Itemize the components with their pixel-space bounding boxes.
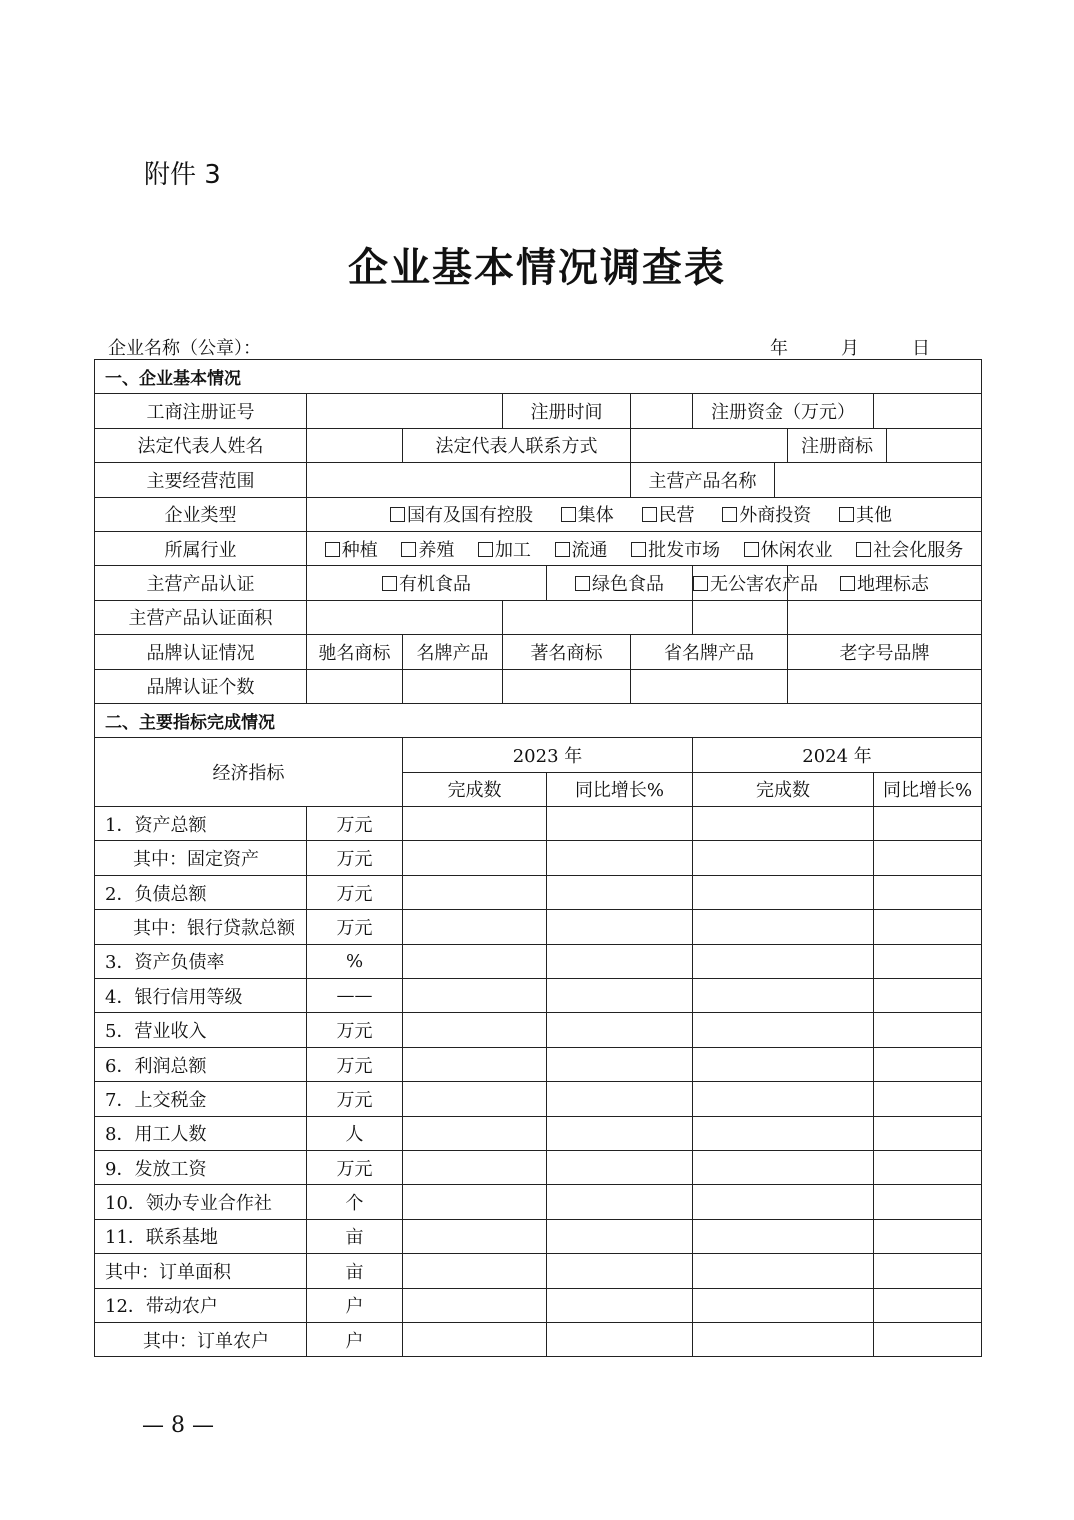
checkbox-icon bbox=[382, 576, 397, 591]
value-field[interactable] bbox=[547, 1047, 693, 1081]
indicator-label: 2．负债总额 bbox=[95, 875, 307, 909]
value-field[interactable] bbox=[403, 1047, 547, 1081]
table-row bbox=[95, 875, 982, 909]
indicator-unit: 户 bbox=[307, 1322, 403, 1356]
indicator-unit: —— bbox=[307, 979, 403, 1013]
value-field[interactable] bbox=[403, 1185, 547, 1219]
business-scope-field[interactable] bbox=[307, 463, 631, 497]
industry-option[interactable]: 流通 bbox=[555, 536, 608, 562]
checkbox-icon bbox=[555, 542, 570, 557]
value-field[interactable] bbox=[547, 807, 693, 841]
industry-label: 所属行业 bbox=[95, 531, 307, 565]
indicator-label: 12．带动农户 bbox=[95, 1288, 307, 1322]
table-row bbox=[95, 944, 982, 978]
indicator-unit: 万元 bbox=[307, 910, 403, 944]
indicator-unit: 户 bbox=[307, 1288, 403, 1322]
indicator-unit: 人 bbox=[307, 1116, 403, 1150]
cert-option[interactable]: 地理标志 bbox=[788, 566, 982, 600]
value-field[interactable] bbox=[403, 1322, 547, 1356]
industry-option[interactable]: 休闲农业 bbox=[744, 536, 833, 562]
product-name-label: 主营产品名称 bbox=[631, 463, 775, 497]
table-row bbox=[95, 1185, 982, 1219]
done-header: 完成数 bbox=[693, 772, 874, 806]
industry-option[interactable]: 社会化服务 bbox=[856, 536, 963, 562]
indicator-unit: 万元 bbox=[307, 841, 403, 875]
value-field[interactable] bbox=[874, 944, 982, 978]
cert-option[interactable]: 无公害农产品 bbox=[693, 566, 788, 600]
section2-title: 二、主要指标完成情况 bbox=[95, 703, 982, 737]
checkbox-icon bbox=[839, 507, 854, 522]
cert-area-field[interactable] bbox=[503, 600, 693, 634]
legal-contact-label: 法定代表人联系方式 bbox=[403, 428, 631, 462]
indicator-unit: 万元 bbox=[307, 1013, 403, 1047]
legal-name-label: 法定代表人姓名 bbox=[95, 428, 307, 462]
value-field[interactable] bbox=[547, 1116, 693, 1150]
trademark-field[interactable] bbox=[887, 428, 982, 462]
value-field[interactable] bbox=[693, 910, 874, 944]
indicator-label: 8．用工人数 bbox=[95, 1116, 307, 1150]
brand-count-field[interactable] bbox=[403, 669, 503, 703]
brand-name: 省名牌产品 bbox=[631, 635, 788, 669]
value-field[interactable] bbox=[547, 1013, 693, 1047]
indicator-unit: % bbox=[307, 944, 403, 978]
checkbox-icon bbox=[478, 542, 493, 557]
value-field[interactable] bbox=[693, 1047, 874, 1081]
table-row bbox=[95, 1047, 982, 1081]
reg-time-field[interactable] bbox=[631, 394, 693, 428]
company-name-label: 企业名称（公章）： bbox=[108, 338, 261, 359]
value-field[interactable] bbox=[693, 1013, 874, 1047]
value-field[interactable] bbox=[547, 979, 693, 1013]
value-field[interactable] bbox=[403, 1219, 547, 1253]
value-field[interactable] bbox=[874, 1047, 982, 1081]
brand-name: 名牌产品 bbox=[403, 635, 503, 669]
value-field[interactable] bbox=[403, 1082, 547, 1116]
value-field[interactable] bbox=[874, 875, 982, 909]
value-field[interactable] bbox=[403, 1013, 547, 1047]
indicator-unit: 万元 bbox=[307, 807, 403, 841]
indicator-unit: 亩 bbox=[307, 1219, 403, 1253]
indicator-unit: 万元 bbox=[307, 1082, 403, 1116]
page-number: — 8 — bbox=[142, 1413, 214, 1438]
brand-cert-label: 品牌认证情况 bbox=[95, 635, 307, 669]
business-scope-label: 主要经营范围 bbox=[95, 463, 307, 497]
indicator-label: 4．银行信用等级 bbox=[95, 979, 307, 1013]
value-field[interactable] bbox=[693, 1254, 874, 1288]
table-row bbox=[95, 910, 982, 944]
indicator-label: 其中：银行贷款总额 bbox=[95, 910, 307, 944]
indicator-label: 7．上交税金 bbox=[95, 1082, 307, 1116]
indicator-label: 1．资产总额 bbox=[95, 807, 307, 841]
value-field[interactable] bbox=[403, 841, 547, 875]
brand-name: 老字号品牌 bbox=[788, 635, 982, 669]
value-field[interactable] bbox=[874, 1185, 982, 1219]
page-title: 企业基本情况调查表 bbox=[348, 245, 726, 291]
value-field[interactable] bbox=[547, 1150, 693, 1184]
value-field[interactable] bbox=[547, 1219, 693, 1253]
value-field[interactable] bbox=[547, 1082, 693, 1116]
brand-count-label: 品牌认证个数 bbox=[95, 669, 307, 703]
value-field[interactable] bbox=[403, 1254, 547, 1288]
value-field[interactable] bbox=[693, 944, 874, 978]
table-row bbox=[95, 1013, 982, 1047]
value-field[interactable] bbox=[874, 979, 982, 1013]
company-type-option[interactable]: 国有及国有控股 bbox=[390, 505, 533, 526]
table-row bbox=[95, 807, 982, 841]
value-field[interactable] bbox=[403, 1288, 547, 1322]
value-field[interactable] bbox=[693, 1082, 874, 1116]
checkbox-icon bbox=[722, 507, 737, 522]
cert-option[interactable]: 有机食品 bbox=[307, 566, 547, 600]
indicator-unit: 万元 bbox=[307, 1047, 403, 1081]
cert-area-field[interactable] bbox=[307, 600, 503, 634]
table-row bbox=[95, 841, 982, 875]
table-row bbox=[95, 1116, 982, 1150]
value-field[interactable] bbox=[874, 1322, 982, 1356]
product-name-field[interactable] bbox=[775, 463, 982, 497]
company-type-options bbox=[307, 497, 982, 531]
value-field[interactable] bbox=[403, 979, 547, 1013]
year-2023-header: 2023 年 bbox=[403, 738, 693, 772]
value-field[interactable] bbox=[874, 1116, 982, 1150]
cert-label: 主营产品认证 bbox=[95, 566, 307, 600]
date-line bbox=[770, 334, 930, 360]
value-field[interactable] bbox=[547, 875, 693, 909]
value-field[interactable] bbox=[874, 1288, 982, 1322]
checkbox-icon bbox=[693, 576, 708, 591]
table-row bbox=[95, 1082, 982, 1116]
checkbox-icon bbox=[840, 576, 855, 591]
value-field[interactable] bbox=[403, 1116, 547, 1150]
value-field[interactable] bbox=[874, 910, 982, 944]
indicator-label: 9．发放工资 bbox=[95, 1150, 307, 1184]
legal-name-field[interactable] bbox=[307, 428, 403, 462]
value-field[interactable] bbox=[403, 807, 547, 841]
brand-count-field[interactable] bbox=[503, 669, 631, 703]
value-field[interactable] bbox=[874, 1219, 982, 1253]
value-field[interactable] bbox=[693, 841, 874, 875]
brand-count-field[interactable] bbox=[307, 669, 403, 703]
indicator-header: 经济指标 bbox=[95, 738, 403, 807]
cert-option[interactable]: 绿色食品 bbox=[547, 566, 693, 600]
industry-options bbox=[307, 531, 982, 565]
value-field[interactable] bbox=[874, 1254, 982, 1288]
legal-contact-field[interactable] bbox=[631, 428, 788, 462]
attachment-label: 附件 3 bbox=[144, 160, 221, 190]
checkbox-icon bbox=[401, 542, 416, 557]
company-type-label: 企业类型 bbox=[95, 497, 307, 531]
value-field[interactable] bbox=[547, 1254, 693, 1288]
table-row bbox=[95, 1322, 982, 1356]
industry-option[interactable]: 加工 bbox=[478, 536, 531, 562]
value-field[interactable] bbox=[874, 1082, 982, 1116]
checkbox-icon bbox=[575, 576, 590, 591]
cert-area-field[interactable] bbox=[788, 600, 982, 634]
value-field[interactable] bbox=[693, 875, 874, 909]
trademark-label: 注册商标 bbox=[788, 428, 887, 462]
reg-capital-field[interactable] bbox=[874, 394, 982, 428]
value-field[interactable] bbox=[403, 1150, 547, 1184]
value-field[interactable] bbox=[403, 875, 547, 909]
value-field[interactable] bbox=[403, 944, 547, 978]
value-field[interactable] bbox=[874, 1150, 982, 1184]
value-field[interactable] bbox=[547, 1185, 693, 1219]
checkbox-icon bbox=[744, 542, 759, 557]
value-field[interactable] bbox=[547, 944, 693, 978]
reg-no-label: 工商注册证号 bbox=[95, 394, 307, 428]
value-field[interactable] bbox=[874, 807, 982, 841]
table-row bbox=[95, 1219, 982, 1253]
reg-time-label: 注册时间 bbox=[503, 394, 631, 428]
company-type-option[interactable]: 其他 bbox=[839, 505, 892, 526]
survey-table bbox=[94, 359, 982, 1357]
table-row bbox=[95, 1288, 982, 1322]
brand-count-field[interactable] bbox=[631, 669, 788, 703]
table-row bbox=[95, 1254, 982, 1288]
checkbox-icon bbox=[325, 542, 340, 557]
reg-capital-label: 注册资金（万元） bbox=[693, 394, 874, 428]
indicator-unit: 个 bbox=[307, 1185, 403, 1219]
value-field[interactable] bbox=[874, 1013, 982, 1047]
cert-area-label: 主营产品认证面积 bbox=[95, 600, 307, 634]
value-field[interactable] bbox=[693, 1185, 874, 1219]
section1-title: 一、企业基本情况 bbox=[95, 360, 982, 394]
year-2024-header: 2024 年 bbox=[693, 738, 982, 772]
value-field[interactable] bbox=[547, 841, 693, 875]
year-label: 年 bbox=[770, 338, 788, 359]
checkbox-icon bbox=[642, 507, 657, 522]
table-row bbox=[95, 979, 982, 1013]
indicator-label: 10．领办专业合作社 bbox=[95, 1185, 307, 1219]
industry-option[interactable]: 种植 bbox=[325, 536, 378, 562]
value-field[interactable] bbox=[547, 910, 693, 944]
indicator-label: 其中：订单农户 bbox=[95, 1322, 307, 1356]
table-row bbox=[95, 1150, 982, 1184]
checkbox-icon bbox=[631, 542, 646, 557]
value-field[interactable] bbox=[693, 1219, 874, 1253]
indicator-label: 5．营业收入 bbox=[95, 1013, 307, 1047]
indicator-unit: 万元 bbox=[307, 1150, 403, 1184]
value-field[interactable] bbox=[874, 841, 982, 875]
checkbox-icon bbox=[856, 542, 871, 557]
cert-area-field[interactable] bbox=[693, 600, 788, 634]
day-label: 日 bbox=[912, 338, 930, 359]
month-label: 月 bbox=[841, 338, 859, 359]
value-field[interactable] bbox=[547, 1322, 693, 1356]
indicator-rows bbox=[95, 807, 982, 1357]
value-field[interactable] bbox=[693, 1116, 874, 1150]
industry-option[interactable]: 养殖 bbox=[401, 536, 454, 562]
growth-header: 同比增长% bbox=[874, 772, 982, 806]
brand-name: 著名商标 bbox=[503, 635, 631, 669]
indicator-unit: 万元 bbox=[307, 875, 403, 909]
brand-count-field[interactable] bbox=[788, 669, 982, 703]
indicator-label: 3．资产负债率 bbox=[95, 944, 307, 978]
done-header: 完成数 bbox=[403, 772, 547, 806]
indicator-label: 其中：固定资产 bbox=[95, 841, 307, 875]
value-field[interactable] bbox=[693, 1322, 874, 1356]
value-field[interactable] bbox=[547, 1288, 693, 1322]
value-field[interactable] bbox=[693, 1150, 874, 1184]
company-type-option[interactable]: 集体 bbox=[561, 505, 614, 526]
growth-header: 同比增长% bbox=[547, 772, 693, 806]
brand-name: 驰名商标 bbox=[307, 635, 403, 669]
indicator-label: 11．联系基地 bbox=[95, 1219, 307, 1253]
reg-no-field[interactable] bbox=[307, 394, 503, 428]
indicator-label: 其中：订单面积 bbox=[95, 1254, 307, 1288]
company-type-option[interactable]: 外商投资 bbox=[722, 505, 811, 526]
indicator-label: 6．利润总额 bbox=[95, 1047, 307, 1081]
indicator-unit: 亩 bbox=[307, 1254, 403, 1288]
checkbox-icon bbox=[390, 507, 405, 522]
value-field[interactable] bbox=[403, 910, 547, 944]
value-field[interactable] bbox=[693, 979, 874, 1013]
company-type-option[interactable]: 民营 bbox=[642, 505, 695, 526]
checkbox-icon bbox=[561, 507, 576, 522]
industry-option[interactable]: 批发市场 bbox=[631, 536, 720, 562]
value-field[interactable] bbox=[693, 807, 874, 841]
value-field[interactable] bbox=[693, 1288, 874, 1322]
